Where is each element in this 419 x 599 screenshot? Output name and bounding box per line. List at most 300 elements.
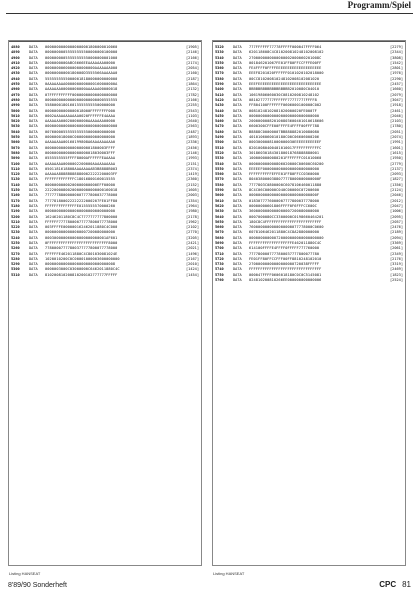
hex-data: FFFFFF77778000077777800077778000: [45, 219, 118, 224]
checksum: [1905]: [186, 45, 199, 49]
checksum: [2640]: [186, 119, 199, 124]
checksum: [2360]: [186, 177, 199, 182]
data-keyword: DATA: [29, 166, 38, 171]
line-number: 5140: [11, 182, 20, 187]
checksum: [2166]: [186, 55, 199, 60]
checksum: [2166]: [186, 97, 199, 102]
checksum: [2167]: [186, 256, 199, 261]
checksum: [2178]: [186, 214, 199, 219]
data-keyword: DATA: [233, 219, 242, 224]
data-keyword: DATA: [233, 235, 242, 240]
checksum: [2174]: [186, 60, 199, 65]
line-number: 5580: [215, 182, 224, 187]
checksum: [2160]: [186, 71, 199, 76]
data-keyword: DATA: [29, 230, 38, 235]
hex-data: 000000018000C000000000000000000: [45, 135, 116, 140]
data-keyword: DATA: [29, 225, 38, 230]
line-number: 5720: [215, 256, 224, 261]
checksum: [1660]: [390, 87, 403, 92]
line-number: 5640: [215, 214, 224, 219]
hex-data: 3018603018430180018768888880001: [249, 150, 320, 155]
line-number: 5080: [11, 150, 20, 155]
data-keyword: DATA: [29, 203, 38, 208]
data-keyword: DATA: [233, 156, 242, 161]
checksum: [1601]: [390, 145, 403, 150]
hex-data: 82010080400401010017FFFFFFFFFFFC: [249, 145, 322, 150]
checksum: [1950]: [390, 156, 403, 161]
data-keyword: DATA: [29, 182, 38, 187]
line-number: 5520: [215, 150, 224, 155]
line-number: 5430: [215, 103, 224, 108]
hex-data: 777FFFFFF77778FFFFF000047FFFF064: [249, 45, 322, 49]
hex-data: 0000003000C03000000C6462011880C4C: [45, 267, 120, 272]
hex-data: 27000000000000000000720038FFFFF: [249, 262, 320, 267]
line-number: 5590: [215, 188, 224, 193]
line-number: 5280: [11, 256, 20, 261]
checksum: [2047]: [390, 203, 403, 208]
hex-data: 08102777777FFFFFF77777777FFFF8: [249, 97, 317, 102]
line-number: 5440: [215, 108, 224, 113]
checksum: [1354]: [186, 198, 199, 203]
data-keyword: DATA: [233, 267, 242, 272]
hex-data: 000000000000000000000000000000F: [249, 193, 320, 198]
data-keyword: DATA: [29, 267, 38, 272]
checksum: [2093]: [390, 172, 403, 177]
checksum: [2054]: [186, 66, 199, 71]
checksum: [2046]: [390, 193, 403, 198]
line-number: 5040: [11, 129, 20, 134]
data-keyword: DATA: [233, 150, 242, 155]
data-keyword: DATA: [29, 135, 38, 140]
hex-data: 1000000000080201FFFFFFFC01010060: [249, 156, 322, 161]
line-number: 5310: [11, 272, 20, 277]
page-header: [0, 0, 419, 14]
hex-data: FFFFFFE462011880C4C801030081024E: [45, 251, 118, 256]
line-number: 4890: [11, 50, 20, 55]
hex-data: 0183077776000007777800037778000: [249, 198, 320, 203]
data-keyword: DATA: [233, 177, 242, 182]
hex-data: 1020010200C0C00001000003600000000: [45, 256, 120, 261]
hex-data: 000000000000806020000C00600C60200: [249, 161, 324, 166]
data-keyword: DATA: [233, 262, 242, 267]
data-keyword: DATA: [233, 145, 242, 150]
line-number: 5760: [215, 278, 224, 283]
data-keyword: DATA: [29, 150, 38, 155]
line-number: 5390: [215, 82, 224, 87]
hex-data: 77777788000000007777800037778000: [45, 193, 118, 198]
listing-caption-left: Listing HANSEAT: [9, 571, 41, 576]
hex-data: 0000000000000000000000000000000: [249, 113, 320, 118]
data-keyword: DATA: [29, 87, 38, 92]
hex-data: 0501181618808AAAAAAAAB3B8888B003: [45, 166, 118, 171]
line-number: 5300: [11, 267, 20, 272]
checksum: [1103]: [186, 113, 199, 118]
hex-data: 000000000000000000001800003FFFF: [45, 145, 116, 150]
line-number: 5710: [215, 251, 224, 256]
checksum: [2770]: [186, 230, 199, 235]
hex-data: EEEFEEEEEEEEEEEEEEEEEEEEEEEEEEEE: [249, 82, 322, 87]
checksum: [3369]: [390, 240, 403, 245]
line-number: 5100: [11, 161, 20, 166]
hex-data: 0002AAAAAAAAAAA0020FFFFFFE4AAAA: [45, 113, 116, 118]
line-number: 4920: [11, 66, 20, 71]
line-number: 5070: [11, 145, 20, 150]
data-keyword: DATA: [29, 193, 38, 198]
data-keyword: DATA: [233, 124, 242, 129]
hex-data: 00000000601806FFFF0F6FFFCC600C: [249, 203, 317, 208]
hex-data: 7777803C0800000C6078106460011880: [249, 182, 322, 187]
checksum: [1454]: [186, 272, 199, 277]
data-keyword: DATA: [29, 71, 38, 76]
hex-data: FFFFFFFFFFEFFE01FF80FFCC0360000: [249, 172, 320, 177]
line-number: 4970: [11, 92, 20, 97]
checksum: [2152]: [186, 182, 199, 187]
data-keyword: DATA: [29, 256, 38, 261]
hex-data: 07FFFFFFFFFF00000000000000000000: [45, 92, 118, 97]
checksum: [2079]: [390, 92, 403, 97]
line-number: 5290: [11, 262, 20, 267]
hex-data: 0000000000000000000000000000008: [45, 262, 116, 267]
line-number: 5740: [215, 267, 224, 272]
listing-line: [11, 273, 199, 278]
hex-data: 16246201180C8C4C7777777777800000: [45, 214, 118, 219]
hex-data: EEEF8201020FFFFFF0101020102018000: [249, 71, 324, 76]
checksum: [3319]: [390, 262, 403, 267]
hex-data: 55555555550000018180000000000000: [45, 76, 118, 81]
hex-data: 810200810200810200102777777FFFFF: [45, 272, 118, 277]
line-number: 5010: [11, 113, 20, 118]
line-number: 5260: [11, 246, 20, 251]
line-number: 5550: [215, 166, 224, 171]
line-number: 5490: [215, 135, 224, 140]
hex-data: 00000000055555555550000000001000: [45, 55, 118, 60]
checksum: [3205]: [186, 235, 199, 240]
checksum: [2103]: [390, 119, 403, 124]
column-top-rule: [213, 41, 405, 42]
checksum: [1780]: [390, 124, 403, 129]
line-number: 5690: [215, 240, 224, 245]
checksum: [1542]: [390, 60, 403, 65]
hex-data: 2700000000000000002000060201008C: [249, 55, 322, 60]
line-number: 4940: [11, 76, 20, 81]
checksum: [1419]: [186, 172, 199, 177]
data-keyword: DATA: [29, 177, 38, 182]
checksum: [2476]: [390, 225, 403, 230]
hex-data: EEEEEF0000000000000000000000000: [249, 166, 320, 171]
hex-data: 0007000080CC3300000C0198660464201: [249, 214, 324, 219]
checksum: [2344]: [390, 50, 403, 55]
checksum: [2132]: [186, 87, 199, 92]
hex-data: 00000000000000000001800000010060: [45, 45, 118, 49]
line-number: 5450: [215, 113, 224, 118]
checksum: [2801]: [390, 66, 403, 71]
line-number: 5350: [215, 60, 224, 65]
data-keyword: DATA: [29, 214, 38, 219]
hex-data: 0076000055555555555000000000000: [45, 129, 116, 134]
hex-data: 5580000180160155555555500000000: [45, 103, 116, 108]
data-keyword: DATA: [233, 50, 242, 55]
line-number: 5420: [215, 97, 224, 102]
hex-data: 8000000000ABC6666EEAAAAAAA00000: [45, 60, 116, 65]
hex-data: 3600000000000000007200080000000: [249, 209, 320, 214]
hex-data: 4010106060010180C00C06606000206: [249, 135, 320, 140]
data-keyword: DATA: [233, 135, 242, 140]
line-number: 5250: [11, 240, 20, 245]
line-number: 5560: [215, 172, 224, 177]
hex-data: FE4FFFF0FFFFEEEEEEEEEEEEEEEEEEEE: [249, 66, 322, 71]
checksum: [2094]: [390, 235, 403, 240]
hex-data: AAAAAAAA00160199808A6AAAAAAAAA0: [45, 140, 116, 145]
data-keyword: DATA: [233, 214, 242, 219]
line-number: 5020: [11, 119, 20, 124]
data-keyword: DATA: [29, 113, 38, 118]
line-number: 5380: [215, 76, 224, 81]
data-keyword: DATA: [233, 113, 242, 118]
hex-data: FF804100FFFFFFF0606000100000C002: [249, 103, 322, 108]
data-keyword: DATA: [233, 209, 242, 214]
data-keyword: DATA: [233, 76, 242, 81]
section-title: Programm/Spiel: [347, 0, 411, 10]
data-keyword: DATA: [29, 60, 38, 65]
line-number: 5230: [11, 230, 20, 235]
checksum: [1006]: [390, 209, 403, 214]
listing-line: [215, 278, 403, 283]
data-keyword: DATA: [233, 103, 242, 108]
hex-data: 200000000820100803600401010618606: [249, 119, 324, 124]
hex-data: 003FFFFE000000162462011880C4C000: [45, 225, 118, 230]
data-keyword: DATA: [29, 50, 38, 55]
data-keyword: DATA: [233, 60, 242, 65]
checksum: [1893]: [186, 135, 199, 140]
line-number: 4910: [11, 60, 20, 65]
checksum: [2151]: [186, 161, 199, 166]
data-keyword: DATA: [233, 198, 242, 203]
line-number: 5270: [11, 251, 20, 256]
line-number: 5470: [215, 124, 224, 129]
checksum: [1356]: [390, 182, 403, 187]
header-rule: [6, 13, 413, 14]
hex-data: 0555555555FFFF8000AFFFFFFEAAAAA: [45, 156, 116, 161]
checksum: [2336]: [186, 140, 199, 145]
hex-data: 0000000000000000000018030003FFF: [45, 150, 116, 155]
checksum: [2543]: [186, 108, 199, 113]
checksum: [2421]: [186, 240, 199, 245]
checksum: [1993]: [186, 156, 199, 161]
checksum: [1424]: [186, 267, 199, 272]
checksum: [2046]: [390, 113, 403, 118]
hex-data: 8040380000388077778000000000000F: [249, 177, 322, 182]
hex-data: FE01FF80FFCCFFF00FF8810248102010: [249, 256, 322, 261]
hex-data: FFFFFFFFFFFFFFFFFFFE462011880C4C: [249, 240, 322, 245]
checksum: [2003]: [186, 193, 199, 198]
line-number: 5160: [11, 193, 20, 198]
hex-data: 0000000000000000007200080000000: [45, 230, 116, 235]
listing-caption-right: Listing HANSEAT: [213, 571, 245, 576]
line-number: 5620: [215, 203, 224, 208]
page-footer: [379, 580, 411, 589]
checksum: [2349]: [390, 251, 403, 256]
line-number: 5220: [11, 225, 20, 230]
data-keyword: DATA: [233, 92, 242, 97]
data-keyword: DATA: [233, 182, 242, 187]
line-number: 5410: [215, 92, 224, 97]
checksum: [2487]: [186, 129, 199, 134]
data-keyword: DATA: [29, 262, 38, 267]
data-keyword: DATA: [233, 172, 242, 177]
data-keyword: DATA: [29, 272, 38, 277]
checksum: [2010]: [186, 262, 199, 267]
line-number: 5700: [215, 246, 224, 251]
line-number: 5650: [215, 219, 224, 224]
data-keyword: DATA: [233, 203, 242, 208]
data-keyword: DATA: [29, 251, 38, 256]
checksum: [2137]: [390, 166, 403, 171]
data-keyword: DATA: [233, 97, 242, 102]
data-keyword: DATA: [29, 219, 38, 224]
line-number: 5460: [215, 119, 224, 124]
checksum: [2187]: [186, 76, 199, 81]
data-keyword: DATA: [233, 246, 242, 251]
hex-data: FFFFFFFFFFFFFC18016800160015555: [45, 177, 116, 182]
hex-data: 001846201067FE01FF80FFCCFFFE00FF: [249, 60, 322, 65]
data-keyword: DATA: [233, 256, 242, 261]
data-keyword: DATA: [233, 225, 242, 230]
line-number: 5090: [11, 156, 20, 161]
data-keyword: DATA: [233, 251, 242, 256]
line-number: 5570: [215, 177, 224, 182]
listing-column-left: [8, 40, 202, 566]
checksum: [2061]: [390, 246, 403, 251]
hex-data: 024810200810266EE000000000000006: [249, 278, 322, 283]
checksum: [2176]: [390, 256, 403, 261]
line-number: 5330: [215, 50, 224, 55]
line-number: 5610: [215, 198, 224, 203]
data-keyword: DATA: [29, 161, 38, 166]
line-number: 5670: [215, 230, 224, 235]
line-number: 5500: [215, 140, 224, 145]
hex-data: 00000000055555555500000000100000: [45, 50, 118, 55]
data-keyword: DATA: [233, 278, 242, 283]
checksum: [1864]: [186, 82, 199, 87]
checksum: [2779]: [390, 161, 403, 166]
line-number: 5400: [215, 87, 224, 92]
checksum: [3047]: [390, 97, 403, 102]
hex-data: 614100FFFFE4FFFF0FFFFF777760000: [249, 246, 320, 251]
hex-data: AAAAAA8888B8888800022222200003FF: [45, 172, 118, 177]
hex-data: BBBBBBBBBBBBBBBBBB2010080C04010: [249, 87, 320, 92]
line-number: 4930: [11, 71, 20, 76]
data-keyword: DATA: [233, 193, 242, 198]
line-number: 5110: [11, 166, 20, 171]
line-number: 5060: [11, 140, 20, 145]
line-number: 5340: [215, 55, 224, 60]
line-number: 5200: [11, 214, 20, 219]
line-number: 5730: [215, 262, 224, 267]
checksum: [2074]: [390, 135, 403, 140]
line-number: 5540: [215, 161, 224, 166]
data-keyword: DATA: [29, 124, 38, 129]
line-number: 5000: [11, 108, 20, 113]
line-number: 5240: [11, 235, 20, 240]
hex-data: 00030000081000000030EEEEEEEEEEEF: [249, 140, 322, 145]
data-keyword: DATA: [29, 145, 38, 150]
checksum: [2146]: [186, 150, 199, 155]
data-keyword: DATA: [233, 188, 242, 193]
line-number: 5050: [11, 135, 20, 140]
hex-data: 00000000000200000000000EFF00000: [45, 182, 116, 187]
line-number: 5170: [11, 198, 20, 203]
line-number: 5320: [215, 45, 224, 49]
data-keyword: DATA: [233, 166, 242, 171]
checksum: [1964]: [186, 203, 199, 208]
hex-data: 000047FFFF0606018180C0C0C5145081: [249, 272, 322, 277]
data-keyword: DATA: [233, 119, 242, 124]
hex-data: FFFFFFFFFFFFFFFFFFFFFFFFFFFFFFFF: [249, 267, 322, 272]
line-number: 4990: [11, 103, 20, 108]
page-number: 81: [402, 580, 411, 589]
checksum: [2279]: [390, 45, 403, 49]
data-keyword: DATA: [233, 129, 242, 134]
checksum: [1782]: [186, 92, 199, 97]
hex-data: FFFFFFFFFFFFFFE0155555570000260: [45, 203, 116, 208]
line-number: 5600: [215, 193, 224, 198]
checksum: [1991]: [390, 140, 403, 145]
line-number: 5030: [11, 124, 20, 129]
listing-column-right: [212, 40, 406, 566]
data-keyword: DATA: [233, 240, 242, 245]
checksum: [1615]: [390, 150, 403, 155]
hex-data: 8C4C06C00000C040C00000C07200600: [249, 188, 320, 193]
checksum: [3808]: [390, 55, 403, 60]
hex-data: AAAAAAAA0000002200000AAAAAAAAAA: [45, 161, 116, 166]
line-number: 5510: [215, 145, 224, 150]
hex-data: 000000000000720000000000000000000: [249, 235, 324, 240]
listing-left: [11, 45, 199, 278]
line-number: 5750: [215, 272, 224, 277]
data-keyword: DATA: [29, 198, 38, 203]
checksum: [2189]: [390, 230, 403, 235]
data-keyword: DATA: [29, 92, 38, 97]
data-keyword: DATA: [29, 97, 38, 102]
checksum: [2290]: [390, 76, 403, 81]
column-top-rule: [9, 41, 201, 42]
checksum: [1827]: [390, 177, 403, 182]
data-keyword: DATA: [233, 87, 242, 92]
data-keyword: DATA: [29, 209, 38, 214]
checksum: [1496]: [186, 251, 199, 256]
hex-data: AAAAAAA00000000000AAAAAA00000018: [45, 87, 118, 92]
data-keyword: DATA: [29, 172, 38, 177]
hex-data: 00810248102081020000020FE0007F: [249, 108, 317, 113]
data-keyword: DATA: [29, 188, 38, 193]
data-keyword: DATA: [233, 66, 242, 71]
checksum: [2095]: [390, 214, 403, 219]
hex-data: AAAAAAA000200000000AAAAAAA00000: [45, 119, 116, 124]
line-number: 5150: [11, 188, 20, 193]
data-keyword: DATA: [29, 129, 38, 134]
hex-data: 6600300CFFE00FFFFE4FFFF00FFF788: [249, 124, 320, 129]
hex-data: 00000000000000000000000000555555: [45, 97, 118, 102]
data-keyword: DATA: [29, 76, 38, 81]
data-keyword: DATA: [29, 140, 38, 145]
line-number: 5630: [215, 209, 224, 214]
data-keyword: DATA: [233, 272, 242, 277]
checksum: [2461]: [390, 108, 403, 113]
hex-data: 7777800007777800037777800077780: [249, 251, 320, 256]
hex-data: 10619806060030C0810200810248102: [249, 92, 320, 97]
line-number: 5360: [215, 66, 224, 71]
checksum: [2469]: [390, 267, 403, 272]
